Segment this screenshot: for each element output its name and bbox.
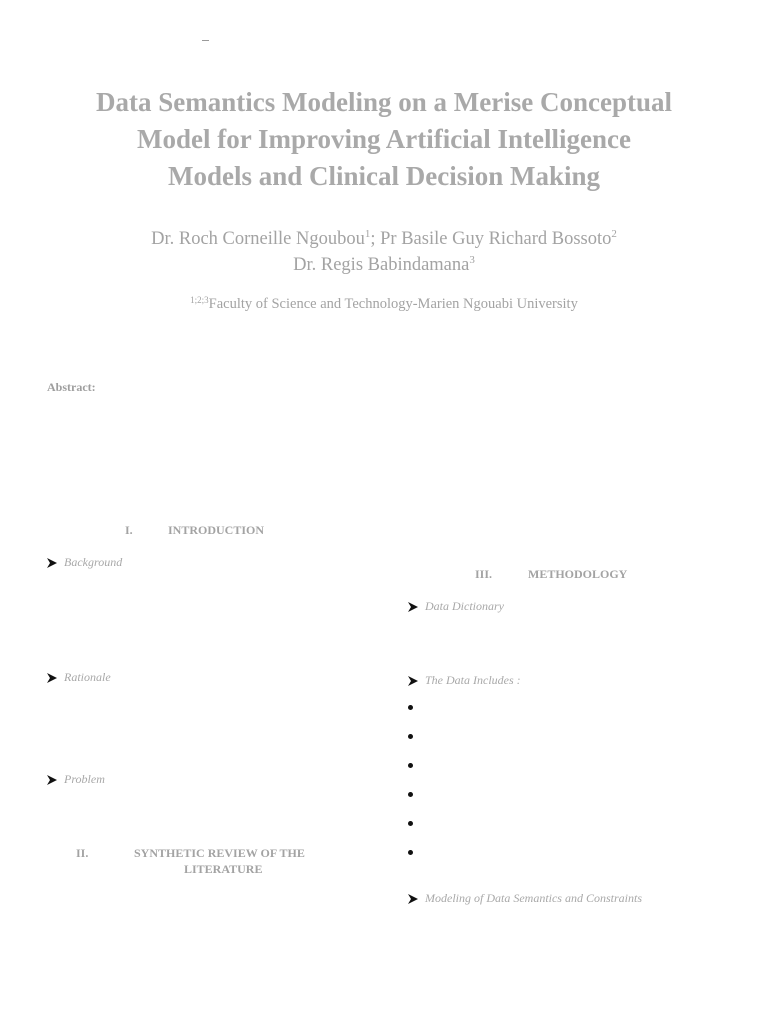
- paper-title: [34, 84, 734, 195]
- section-2-heading: [76, 846, 305, 861]
- bullet-dot-icon: [408, 821, 413, 826]
- subheading-modeling-text: Modeling of Data Semantics and Constraints: [425, 891, 642, 905]
- author-3-sup: 3: [469, 254, 475, 266]
- author-3-name: Dr. Regis Babindamana: [293, 255, 470, 275]
- arrowhead-bullet-icon: [47, 775, 57, 785]
- subheading-problem: [47, 772, 105, 787]
- subheading-background: [47, 555, 122, 570]
- author-list: [34, 226, 734, 278]
- section-1-heading: [125, 523, 264, 538]
- section-2-title-line-2: LITERATURE: [184, 862, 263, 876]
- subheading-data-dictionary: [408, 599, 504, 614]
- author-2-name: Pr Basile Guy Richard Bossoto: [380, 229, 612, 249]
- subheading-problem-text: Problem: [64, 772, 105, 786]
- author-line-1: [34, 226, 734, 252]
- section-3-number: III.: [475, 567, 493, 581]
- header-dash: [202, 40, 209, 41]
- bullet-dot-icon: [408, 850, 413, 855]
- author-2-sup: 2: [611, 228, 617, 240]
- affiliation: [34, 296, 734, 313]
- subheading-rationale-text: Rationale: [64, 670, 111, 684]
- affiliation-text: Faculty of Science and Technology-Marien Ngouabi University: [208, 296, 578, 312]
- bullet-dot-icon: [408, 734, 413, 739]
- subheading-background-text: Background: [64, 555, 123, 569]
- author-1-sup: 1: [364, 228, 371, 240]
- affiliation-sup: 1;2;3: [190, 295, 209, 305]
- subheading-modeling: [408, 891, 642, 906]
- bullet-dot-icon: [408, 705, 413, 710]
- arrowhead-bullet-icon: [408, 676, 418, 686]
- section-1-title: INTRODUCTION: [168, 523, 265, 537]
- author-separator: ;: [370, 229, 381, 249]
- subheading-data-includes-text: The Data Includes :: [425, 673, 521, 687]
- abstract-label: Abstract:: [47, 380, 96, 394]
- title-line-3: Models and Clinical Decision Making: [167, 161, 601, 191]
- arrowhead-bullet-icon: [47, 673, 57, 683]
- bullet-dot-icon: [408, 792, 413, 797]
- section-3-heading: [475, 567, 627, 582]
- section-1-number: I.: [125, 523, 133, 537]
- subheading-data-includes: [408, 673, 521, 688]
- title-line-2: Model for Improving Artificial Intelligence: [137, 124, 631, 154]
- author-line-2: [34, 252, 734, 278]
- arrowhead-bullet-icon: [47, 558, 57, 568]
- subheading-data-dictionary-text: Data Dictionary: [425, 599, 504, 613]
- subheading-rationale: [47, 670, 111, 685]
- section-2-number: II.: [76, 846, 89, 860]
- arrowhead-bullet-icon: [408, 894, 418, 904]
- bullet-dot-icon: [408, 763, 413, 768]
- title-line-1: Data Semantics Modeling on a Merise Conceptual: [96, 87, 672, 117]
- author-1-name: Dr. Roch Corneille Ngoubou: [151, 229, 365, 249]
- arrowhead-bullet-icon: [408, 602, 418, 612]
- section-2-title-line-1: SYNTHETIC REVIEW OF THE: [134, 846, 305, 860]
- section-3-title: METHODOLOGY: [528, 567, 628, 581]
